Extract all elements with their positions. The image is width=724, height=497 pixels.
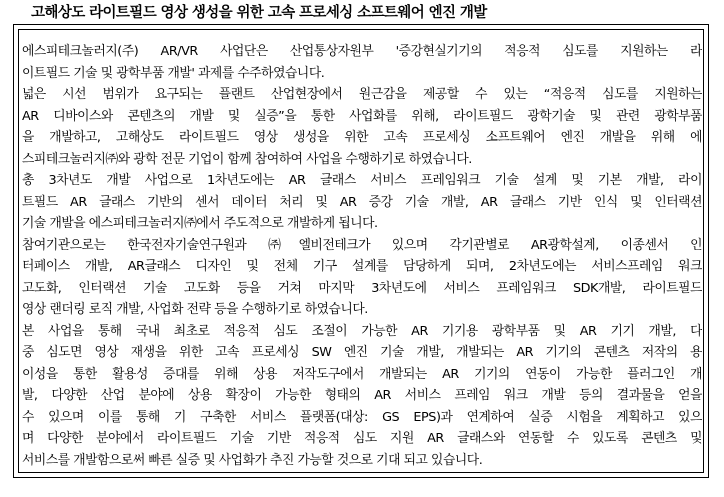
article-body: [22, 41, 702, 471]
paragraph-line: 터페이스 개발, AR글래스 디자인 및 전체 기구 설계를 담당하게 되며, 2차년도에는 서비스프레임 워크: [22, 259, 702, 274]
paragraph-line: 을 개발하고, 고해상도 라이트필드 영상 생성을 위한 고속 프로세싱 소프트웨어 엔진 개발을 위해 에: [22, 130, 702, 145]
paragraph-line: 발, 다양한 산업 분야에 상용 확장이 가능한 형태의 AR 서비스 프레임 워크 개발 등의 결과물을 얻을: [22, 388, 702, 403]
paragraph-line: 스피테크놀러지㈜와 광학 전문 기업이 함께 참여하여 사업을 수행하기로 하였습니다.: [22, 151, 472, 167]
paragraph-line: 고도화, 인터랙션 기술 고도화 등을 거쳐 마지막 3차년도에 서비스 프레임워크 SDK개발, 라이트필드: [22, 280, 702, 296]
paragraph-line: 넓은 시선 범위가 요구되는 플랜트 산업현장에서 원근감을 제공할 수 있는 “적응적 심도를 지원하는: [22, 87, 702, 102]
paragraph-line: 참여기관으로는 한국전자기술연구원과 ㈜엘비전테크가 있으며 각기관별로 AR광학설계, 이종센서 인: [22, 237, 702, 253]
paragraph-line: 본 사업을 통해 국내 최초로 적응적 심도 조절이 가능한 AR 기기용 광학부품 및 AR 기기 개발, 다: [22, 323, 702, 339]
paragraph-line: 기술 개발을 에스피테크놀러지㈜에서 주도적으로 개발하게 됩니다.: [22, 216, 378, 231]
paragraph-line: 에스피테크놀러지(주) AR/VR 사업단은 산업통상자원부 '증강현실기기의 적응적 심도를 지원하는 라: [22, 44, 702, 59]
paragraph-line: 수 있으며 이를 통해 기 구축한 서비스 플랫폼(대상: GS EPS)과 연계하여 실증 시험을 계획하고 있으: [22, 409, 702, 425]
paragraph-line: 이트필드 기술 및 광학부품 개발' 과제를 수주하였습니다.: [22, 65, 325, 81]
paragraph-line: 중 심도면 영상 재생을 위한 고속 프로세싱 SW 엔진 기술 개발, 개발되는 AR 기기의 콘텐츠 저작의 용: [22, 345, 702, 360]
paragraph-line: 며 다양한 분야에서 라이트필드 기술 기반 적응적 심도 지원 AR 글래스와 연동할 수 있도록 콘텐츠 및: [22, 431, 702, 446]
paragraph-line: 트필드 AR 글래스 기반의 센서 데이터 처리 및 AR 증강 기술 개발, AR 글래스 기반 인식 및 인터랙션: [22, 194, 702, 210]
paragraph-line: 이성을 통한 활용성 증대를 위해 상용 저작도구에서 개발되는 AR 기기의 연동이 가능한 플러그인 개: [22, 366, 702, 382]
paragraph-line: 서비스를 개발함으로써 빠른 실증 및 사업화가 추진 가능할 것으로 기대 되고 있습니다.: [22, 452, 483, 468]
document-title: 고해상도 라이트필드 영상 생성을 위한 고속 프로세싱 소프트웨어 엔진 개발: [31, 5, 487, 21]
paragraph-line: AR 디바이스와 콘텐츠의 개발 및 실증”을 통한 사업화를 위해, 라이트필드 광학기술 및 관련 광학부품: [22, 108, 702, 124]
paragraph-line: 총 3차년도 개발 사업으로 1차년도에는 AR 글래스 서비스 프레임워크 기술 설계 및 기본 개발, 라이: [22, 173, 702, 188]
paragraph-line: 영상 랜더링 로직 개발, 사업화 전략 등을 수행하기로 하였습니다.: [22, 302, 368, 317]
